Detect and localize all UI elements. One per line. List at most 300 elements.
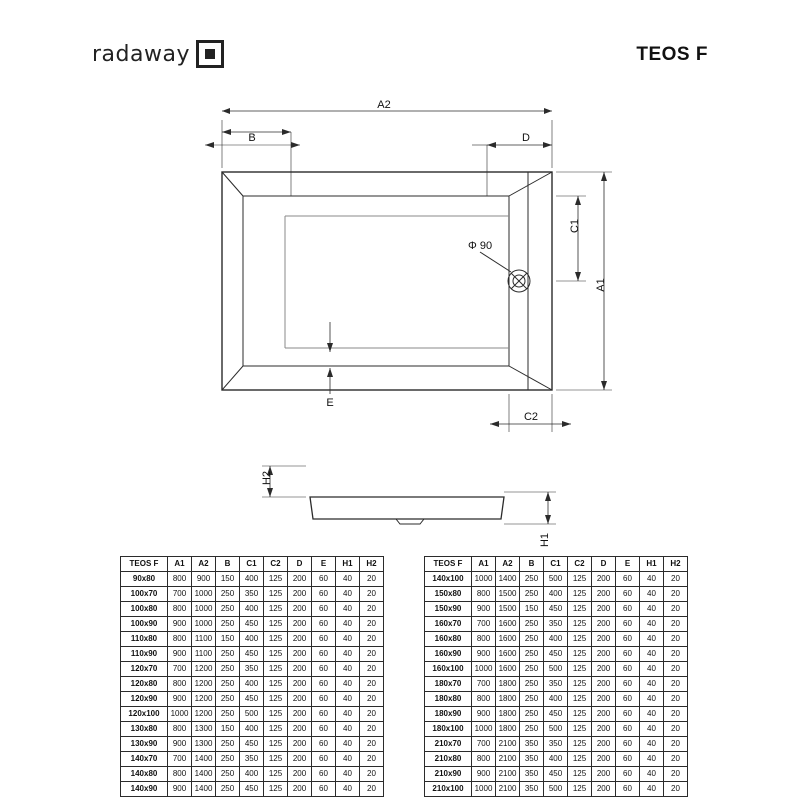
cell-value: 125 xyxy=(264,782,288,797)
cell-model: 100x70 xyxy=(121,587,168,602)
cell-value: 40 xyxy=(640,602,664,617)
cell-value: 60 xyxy=(616,632,640,647)
cell-value: 500 xyxy=(544,662,568,677)
cell-model: 180x100 xyxy=(425,722,472,737)
cell-value: 40 xyxy=(336,677,360,692)
cell-value: 250 xyxy=(520,572,544,587)
col-header-7: E xyxy=(312,557,336,572)
table-row xyxy=(425,782,688,797)
cell-value: 40 xyxy=(640,707,664,722)
cell-value: 1000 xyxy=(472,782,496,797)
cell-value: 200 xyxy=(288,767,312,782)
tray-side-profile xyxy=(310,497,504,519)
dimension-label-d: D xyxy=(522,132,530,144)
cell-model: 90x80 xyxy=(121,572,168,587)
cell-value: 900 xyxy=(168,737,192,752)
cell-value: 60 xyxy=(616,737,640,752)
cell-value: 450 xyxy=(240,737,264,752)
table-row xyxy=(425,677,688,692)
cell-model: 120x90 xyxy=(121,692,168,707)
cell-value: 200 xyxy=(592,737,616,752)
col-header-0: TEOS F xyxy=(121,557,168,572)
cell-model: 110x90 xyxy=(121,647,168,662)
cell-value: 500 xyxy=(544,722,568,737)
cell-value: 200 xyxy=(592,752,616,767)
cell-value: 200 xyxy=(592,662,616,677)
table-header-row xyxy=(425,557,688,572)
cell-model: 130x90 xyxy=(121,737,168,752)
cell-value: 200 xyxy=(288,632,312,647)
cell-value: 1400 xyxy=(192,767,216,782)
cell-value: 125 xyxy=(264,572,288,587)
cell-value: 200 xyxy=(592,782,616,797)
cell-value: 40 xyxy=(640,752,664,767)
cell-value: 40 xyxy=(640,782,664,797)
cell-value: 20 xyxy=(360,677,384,692)
cell-value: 60 xyxy=(616,752,640,767)
cell-model: 100x80 xyxy=(121,602,168,617)
cell-value: 400 xyxy=(544,692,568,707)
cell-value: 250 xyxy=(216,647,240,662)
cell-value: 125 xyxy=(264,737,288,752)
cell-value: 125 xyxy=(264,662,288,677)
cell-value: 2100 xyxy=(496,782,520,797)
cell-value: 400 xyxy=(240,572,264,587)
cell-value: 125 xyxy=(568,707,592,722)
cell-value: 20 xyxy=(664,662,688,677)
table-row xyxy=(121,767,384,782)
cell-value: 900 xyxy=(472,602,496,617)
table-row xyxy=(425,572,688,587)
dimension-label-h1: H1 xyxy=(539,532,551,548)
table-row xyxy=(121,572,384,587)
col-header-7: E xyxy=(616,557,640,572)
cell-value: 40 xyxy=(336,572,360,587)
cell-value: 125 xyxy=(264,752,288,767)
cell-value: 60 xyxy=(312,617,336,632)
cell-value: 40 xyxy=(640,722,664,737)
cell-value: 20 xyxy=(664,722,688,737)
cell-value: 40 xyxy=(336,782,360,797)
cell-value: 250 xyxy=(520,707,544,722)
cell-value: 450 xyxy=(240,617,264,632)
col-header-4: C1 xyxy=(240,557,264,572)
cell-value: 250 xyxy=(520,692,544,707)
table-row xyxy=(425,767,688,782)
cell-value: 200 xyxy=(592,767,616,782)
table-row xyxy=(425,707,688,722)
cell-value: 125 xyxy=(264,617,288,632)
cell-value: 20 xyxy=(664,767,688,782)
cell-value: 200 xyxy=(288,587,312,602)
cell-value: 40 xyxy=(336,752,360,767)
cell-model: 140x90 xyxy=(121,782,168,797)
cell-value: 1500 xyxy=(496,602,520,617)
cell-value: 500 xyxy=(544,782,568,797)
cell-value: 200 xyxy=(288,572,312,587)
cell-value: 350 xyxy=(544,737,568,752)
cell-value: 150 xyxy=(216,722,240,737)
col-header-5: C2 xyxy=(264,557,288,572)
cell-value: 1500 xyxy=(496,587,520,602)
cell-value: 200 xyxy=(592,722,616,737)
cell-value: 60 xyxy=(616,662,640,677)
cell-value: 150 xyxy=(216,572,240,587)
cell-value: 700 xyxy=(472,617,496,632)
cell-value: 20 xyxy=(360,752,384,767)
cell-value: 900 xyxy=(168,647,192,662)
cell-value: 125 xyxy=(568,752,592,767)
cell-model: 160x70 xyxy=(425,617,472,632)
cell-model: 210x80 xyxy=(425,752,472,767)
cell-value: 2100 xyxy=(496,737,520,752)
cell-value: 20 xyxy=(360,722,384,737)
cell-value: 125 xyxy=(264,677,288,692)
cell-value: 125 xyxy=(264,722,288,737)
cell-value: 1300 xyxy=(192,722,216,737)
cell-value: 200 xyxy=(288,602,312,617)
cell-value: 1600 xyxy=(496,617,520,632)
cell-value: 20 xyxy=(360,767,384,782)
cell-value: 60 xyxy=(616,692,640,707)
cell-value: 40 xyxy=(640,617,664,632)
cell-value: 20 xyxy=(664,602,688,617)
cell-value: 250 xyxy=(216,662,240,677)
cell-value: 900 xyxy=(168,617,192,632)
cell-value: 20 xyxy=(664,587,688,602)
cell-value: 400 xyxy=(240,632,264,647)
cell-model: 160x80 xyxy=(425,632,472,647)
cell-value: 400 xyxy=(240,767,264,782)
cell-value: 40 xyxy=(336,602,360,617)
cell-value: 800 xyxy=(472,692,496,707)
cell-value: 250 xyxy=(520,647,544,662)
cell-value: 200 xyxy=(592,602,616,617)
dimension-label-h2: H2 xyxy=(261,470,273,486)
col-header-2: A2 xyxy=(192,557,216,572)
cell-value: 350 xyxy=(520,737,544,752)
cell-value: 150 xyxy=(520,602,544,617)
cell-value: 60 xyxy=(616,602,640,617)
table-row xyxy=(425,737,688,752)
cell-value: 40 xyxy=(640,677,664,692)
cell-value: 1300 xyxy=(192,737,216,752)
cell-value: 1600 xyxy=(496,647,520,662)
col-header-5: C2 xyxy=(568,557,592,572)
cell-value: 20 xyxy=(664,572,688,587)
cell-value: 60 xyxy=(312,782,336,797)
cell-value: 250 xyxy=(216,782,240,797)
cell-value: 1000 xyxy=(472,662,496,677)
table-row xyxy=(121,662,384,677)
cell-value: 350 xyxy=(520,752,544,767)
cell-value: 40 xyxy=(640,767,664,782)
cell-value: 400 xyxy=(544,587,568,602)
cell-model: 140x70 xyxy=(121,752,168,767)
cell-value: 900 xyxy=(192,572,216,587)
cell-value: 450 xyxy=(544,707,568,722)
cell-value: 200 xyxy=(288,662,312,677)
cell-value: 20 xyxy=(360,707,384,722)
cell-value: 1800 xyxy=(496,677,520,692)
cell-model: 110x80 xyxy=(121,632,168,647)
cell-value: 250 xyxy=(216,707,240,722)
cell-value: 1800 xyxy=(496,707,520,722)
dimension-label-b: B xyxy=(248,132,256,144)
col-header-3: B xyxy=(216,557,240,572)
cell-value: 40 xyxy=(640,662,664,677)
tray-outline xyxy=(222,172,552,390)
cell-value: 700 xyxy=(168,587,192,602)
table-row xyxy=(121,632,384,647)
cell-value: 250 xyxy=(520,677,544,692)
cell-value: 60 xyxy=(312,767,336,782)
cell-value: 60 xyxy=(616,572,640,587)
cell-value: 125 xyxy=(568,767,592,782)
cell-value: 20 xyxy=(360,602,384,617)
cell-value: 700 xyxy=(168,752,192,767)
cell-value: 400 xyxy=(240,602,264,617)
table-row xyxy=(425,722,688,737)
cell-value: 500 xyxy=(544,572,568,587)
cell-value: 20 xyxy=(664,692,688,707)
tray-inner-basin xyxy=(243,196,509,366)
cell-value: 20 xyxy=(360,617,384,632)
cell-value: 200 xyxy=(288,737,312,752)
cell-value: 250 xyxy=(520,617,544,632)
cell-value: 40 xyxy=(336,692,360,707)
cell-value: 800 xyxy=(472,752,496,767)
cell-model: 100x90 xyxy=(121,617,168,632)
cell-value: 40 xyxy=(336,707,360,722)
cell-value: 800 xyxy=(472,587,496,602)
dimension-label-a2: A2 xyxy=(377,99,391,111)
cell-value: 20 xyxy=(360,782,384,797)
cell-value: 450 xyxy=(544,767,568,782)
cell-value: 125 xyxy=(568,617,592,632)
cell-value: 40 xyxy=(640,737,664,752)
cell-value: 350 xyxy=(520,782,544,797)
cell-value: 40 xyxy=(640,647,664,662)
table-row xyxy=(425,617,688,632)
table-row xyxy=(425,632,688,647)
cell-value: 20 xyxy=(360,692,384,707)
cell-value: 450 xyxy=(240,647,264,662)
cell-value: 250 xyxy=(216,617,240,632)
cell-value: 350 xyxy=(544,677,568,692)
cell-value: 125 xyxy=(264,587,288,602)
cell-value: 125 xyxy=(264,602,288,617)
cell-value: 200 xyxy=(288,752,312,767)
cell-value: 200 xyxy=(288,617,312,632)
cell-value: 900 xyxy=(472,647,496,662)
cell-value: 150 xyxy=(216,632,240,647)
table-row xyxy=(121,737,384,752)
table-row xyxy=(121,692,384,707)
cell-model: 160x90 xyxy=(425,647,472,662)
cell-value: 20 xyxy=(360,662,384,677)
cell-value: 200 xyxy=(288,677,312,692)
cell-value: 1400 xyxy=(192,782,216,797)
cell-model: 140x100 xyxy=(425,572,472,587)
cell-model: 160x100 xyxy=(425,662,472,677)
cell-value: 1000 xyxy=(472,572,496,587)
cell-value: 20 xyxy=(360,587,384,602)
cell-value: 450 xyxy=(544,647,568,662)
cell-value: 200 xyxy=(592,707,616,722)
table-row xyxy=(121,722,384,737)
cell-value: 2100 xyxy=(496,752,520,767)
cell-model: 180x80 xyxy=(425,692,472,707)
cell-value: 350 xyxy=(544,617,568,632)
cell-value: 200 xyxy=(592,572,616,587)
cell-value: 250 xyxy=(520,632,544,647)
cell-value: 200 xyxy=(288,692,312,707)
cell-model: 210x100 xyxy=(425,782,472,797)
cell-value: 250 xyxy=(216,602,240,617)
cell-value: 40 xyxy=(640,587,664,602)
cell-value: 125 xyxy=(568,782,592,797)
dimension-label-c1: C1 xyxy=(569,218,581,234)
cell-value: 200 xyxy=(592,617,616,632)
spec-table-left-body xyxy=(121,572,384,797)
cell-value: 800 xyxy=(472,632,496,647)
table-row xyxy=(121,752,384,767)
col-header-8: H1 xyxy=(640,557,664,572)
cell-value: 40 xyxy=(336,737,360,752)
cell-value: 400 xyxy=(240,722,264,737)
cell-value: 500 xyxy=(240,707,264,722)
table-row xyxy=(121,707,384,722)
cell-value: 20 xyxy=(664,752,688,767)
cell-value: 60 xyxy=(616,767,640,782)
brand-name: radaway xyxy=(92,41,190,67)
cell-value: 800 xyxy=(168,602,192,617)
cell-value: 800 xyxy=(168,722,192,737)
cell-value: 20 xyxy=(664,647,688,662)
cell-value: 250 xyxy=(216,752,240,767)
cell-value: 1600 xyxy=(496,632,520,647)
cell-model: 120x100 xyxy=(121,707,168,722)
cell-value: 450 xyxy=(240,692,264,707)
cell-value: 200 xyxy=(592,647,616,662)
col-header-4: C1 xyxy=(544,557,568,572)
col-header-1: A1 xyxy=(168,557,192,572)
cell-value: 125 xyxy=(568,662,592,677)
cell-value: 800 xyxy=(168,767,192,782)
cell-value: 200 xyxy=(288,722,312,737)
cell-value: 250 xyxy=(520,722,544,737)
cell-model: 150x90 xyxy=(425,602,472,617)
page-title: TEOS F xyxy=(636,44,708,65)
cell-value: 125 xyxy=(264,707,288,722)
cell-value: 20 xyxy=(360,632,384,647)
cell-value: 450 xyxy=(544,602,568,617)
cell-value: 20 xyxy=(664,677,688,692)
cell-value: 125 xyxy=(264,632,288,647)
table-row xyxy=(121,602,384,617)
cell-value: 1200 xyxy=(192,677,216,692)
col-header-9: H2 xyxy=(664,557,688,572)
dimension-label-c2: C2 xyxy=(523,411,539,423)
cell-value: 200 xyxy=(592,587,616,602)
cell-value: 125 xyxy=(568,587,592,602)
spec-table-left xyxy=(120,556,384,797)
col-header-9: H2 xyxy=(360,557,384,572)
cell-value: 350 xyxy=(520,767,544,782)
cell-value: 40 xyxy=(640,572,664,587)
table-row xyxy=(425,647,688,662)
cell-value: 60 xyxy=(616,722,640,737)
table-row xyxy=(425,602,688,617)
cell-value: 40 xyxy=(336,662,360,677)
table-header-row xyxy=(121,557,384,572)
col-header-6: D xyxy=(592,557,616,572)
cell-value: 1400 xyxy=(192,752,216,767)
cell-value: 20 xyxy=(664,632,688,647)
cell-model: 210x70 xyxy=(425,737,472,752)
dimension-label-a1: A1 xyxy=(595,278,607,292)
cell-value: 900 xyxy=(168,692,192,707)
cell-value: 125 xyxy=(568,737,592,752)
cell-value: 1000 xyxy=(168,707,192,722)
cell-value: 400 xyxy=(240,677,264,692)
col-header-2: A2 xyxy=(496,557,520,572)
cell-value: 250 xyxy=(216,692,240,707)
cell-value: 125 xyxy=(568,572,592,587)
spec-table-right xyxy=(424,556,688,797)
cell-value: 200 xyxy=(288,707,312,722)
table-row xyxy=(121,782,384,797)
cell-value: 250 xyxy=(216,677,240,692)
cell-value: 60 xyxy=(616,617,640,632)
cell-value: 200 xyxy=(592,632,616,647)
cell-value: 1000 xyxy=(192,587,216,602)
cell-value: 60 xyxy=(312,677,336,692)
cell-value: 60 xyxy=(312,752,336,767)
drain-diameter-label: Φ 90 xyxy=(468,240,493,252)
cell-value: 250 xyxy=(216,737,240,752)
table-row xyxy=(425,692,688,707)
cell-value: 200 xyxy=(592,692,616,707)
cell-value: 700 xyxy=(472,737,496,752)
cell-value: 40 xyxy=(336,632,360,647)
cell-value: 2100 xyxy=(496,767,520,782)
cell-model: 130x80 xyxy=(121,722,168,737)
cell-value: 125 xyxy=(568,602,592,617)
cell-value: 60 xyxy=(312,737,336,752)
cell-model: 210x90 xyxy=(425,767,472,782)
cell-value: 60 xyxy=(312,707,336,722)
cell-value: 200 xyxy=(288,782,312,797)
cell-value: 60 xyxy=(312,662,336,677)
cell-value: 125 xyxy=(568,692,592,707)
col-header-0: TEOS F xyxy=(425,557,472,572)
cell-value: 200 xyxy=(288,647,312,662)
cell-value: 60 xyxy=(312,587,336,602)
cell-model: 180x70 xyxy=(425,677,472,692)
col-header-8: H1 xyxy=(336,557,360,572)
cell-value: 800 xyxy=(168,572,192,587)
cell-value: 60 xyxy=(312,602,336,617)
cell-value: 125 xyxy=(264,767,288,782)
col-header-3: B xyxy=(520,557,544,572)
cell-value: 40 xyxy=(640,692,664,707)
cell-value: 60 xyxy=(312,632,336,647)
cell-value: 700 xyxy=(472,677,496,692)
cell-value: 125 xyxy=(568,722,592,737)
cell-value: 900 xyxy=(472,707,496,722)
